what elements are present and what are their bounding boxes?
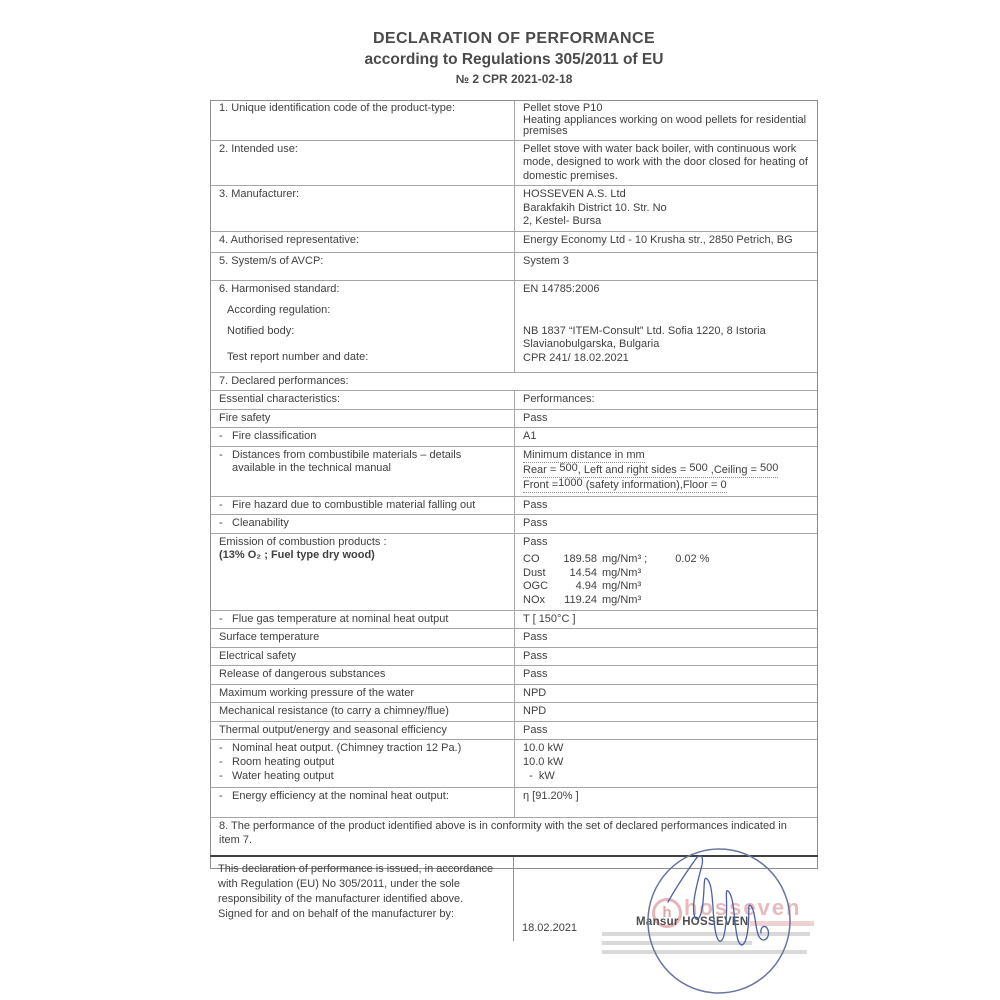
label-text: 1. Unique identification code of the product-type: <box>219 102 456 114</box>
footer-left-cell <box>210 857 514 941</box>
value-text: Pellet stove P10 <box>523 102 603 114</box>
value-text: Heating appliances working on wood pellets for residential premises <box>523 113 810 137</box>
value-text: HOSSEVEN A.S. Ltd <box>523 188 626 200</box>
row-label-cell <box>211 101 515 140</box>
row-value-cell <box>515 740 817 787</box>
dash-mark: - <box>219 790 223 802</box>
emission-row <box>523 594 809 608</box>
value-text: Front =1000 (safety information),Floor = 0 <box>523 476 727 491</box>
label-text: Notified body: <box>227 324 295 337</box>
hosseven-logo-icon: h <box>652 898 682 928</box>
row-label-cell <box>211 391 515 409</box>
value-text: T [ 150°C ] <box>523 612 576 625</box>
label-text: Mechanical resistance (to carry a chimney/flue) <box>219 705 449 717</box>
pollutant-name: Dust <box>523 566 546 579</box>
value-text: Rear = 500, Left and right sides = 500 ,Ceiling = 500 <box>523 461 779 476</box>
dash-mark: - <box>219 742 223 754</box>
label-text: Fire classification <box>232 430 317 442</box>
table-row <box>211 648 817 667</box>
row-label-cell <box>211 722 515 740</box>
table-row <box>211 740 817 788</box>
pollutant-name: NOx <box>523 593 545 606</box>
pollutant-unit: mg/Nm³ <box>602 566 642 579</box>
dash-mark: - <box>219 430 223 442</box>
value-text: Barakfakih District 10. Str. No <box>523 201 667 214</box>
row-value-cell <box>515 101 817 140</box>
dash-mark: - <box>219 756 223 768</box>
row-value-cell <box>515 534 817 610</box>
row-value-cell <box>515 497 817 515</box>
label-lines <box>232 790 506 815</box>
value-text: Pass <box>523 517 548 529</box>
value-text: CPR 241/ 18.02.2021 <box>523 351 629 364</box>
table-row <box>211 391 817 410</box>
dash-mark: - <box>219 612 223 625</box>
row-value-cell <box>515 232 817 252</box>
label-text: Electrical safety <box>219 649 297 662</box>
value-text: Pass <box>523 668 548 680</box>
row-label-cell <box>211 447 515 496</box>
emission-pass: Pass <box>523 535 548 548</box>
pollutant-value: 4.94 <box>575 580 597 592</box>
row-label-cell <box>211 788 515 817</box>
label-text: Surface temperature <box>219 631 320 643</box>
table-row <box>211 281 817 373</box>
table-row <box>211 428 817 447</box>
row-value-cell <box>515 666 817 684</box>
signature-stamp-area <box>600 840 830 1000</box>
row-label-cell <box>211 534 515 610</box>
dash-mark: - <box>219 448 223 461</box>
value-text: Pass <box>523 723 548 736</box>
label-text: 5. System/s of AVCP: <box>219 254 324 267</box>
pollutant-extra: 0.02 % <box>675 553 710 565</box>
row-value-cell <box>515 186 817 231</box>
value-text: NPD <box>523 686 547 699</box>
label-text <box>219 770 506 784</box>
signatory-name: Mansur HOSSEVEN <box>636 916 749 928</box>
row-label-cell <box>211 253 515 280</box>
issue-date: 18.02.2021 <box>522 922 578 934</box>
row-label-cell <box>211 281 515 372</box>
label-text: 4. Authorised representative: <box>219 233 360 246</box>
row-label-cell <box>211 611 515 629</box>
table-row <box>211 722 817 741</box>
table-row <box>211 497 817 516</box>
label-text: 6. Harmonised standard: <box>219 282 340 295</box>
row-label-cell <box>211 740 515 787</box>
dash-mark: - <box>219 498 223 511</box>
value-text <box>523 304 809 325</box>
value-text: Performances: <box>523 393 595 405</box>
row-value-cell <box>515 281 817 372</box>
label-text: According regulation: <box>227 303 331 316</box>
emission-row <box>523 580 809 594</box>
row-value-cell <box>515 391 817 409</box>
label-text: 3. Manufacturer: <box>219 188 300 200</box>
label-lines <box>232 613 506 627</box>
label-text: Release of dangerous substances <box>219 668 386 680</box>
label-text: Test report number and date: <box>227 350 369 363</box>
value-text: Minimum distance in mm <box>523 448 645 461</box>
row-label-cell <box>211 685 515 703</box>
label-text: Maximum working pressure of the water <box>219 686 415 699</box>
value-text: Pass <box>523 411 548 424</box>
label-text: Flue gas temperature at nominal heat output <box>232 612 449 625</box>
pollutant-unit: mg/Nm³ ; <box>602 553 648 565</box>
row-value-cell <box>515 141 817 186</box>
value-text: 2, Kestel- Bursa <box>523 215 602 227</box>
row-value-cell <box>515 253 817 280</box>
table-row <box>211 232 817 253</box>
emission-row <box>523 567 809 581</box>
label-text: Emission of combustion products : <box>219 535 387 548</box>
row-label-cell <box>211 703 515 721</box>
value-text: 10.0 kW <box>523 756 564 768</box>
dash-mark: - <box>219 517 223 529</box>
label-lines <box>232 517 506 531</box>
table-row <box>211 611 817 630</box>
label-text: Water heating output <box>232 770 334 782</box>
pollutant-value: 119.24 <box>564 593 597 606</box>
pollutant-value: 189.58 <box>563 553 597 565</box>
label-text: (13% O₂ ; Fuel type dry wood) <box>219 549 375 561</box>
pollutant-name: OGC <box>523 580 549 592</box>
row-value-cell <box>515 629 817 647</box>
page-subtitle: according to Regulations 305/2011 of EU <box>364 51 664 68</box>
row-label-cell <box>211 410 515 428</box>
row-span-cell <box>211 373 817 391</box>
label-text: 7. Declared performances: <box>219 374 349 387</box>
label-text <box>219 742 506 756</box>
row-label-cell <box>211 141 515 186</box>
table-row <box>211 186 817 232</box>
label-text: Fire hazard due to combustible material falling out <box>232 498 476 511</box>
value-text: A1 <box>523 430 537 442</box>
emission-table <box>523 553 809 607</box>
brand-wordmark: hosseven <box>684 895 802 920</box>
row-label-cell <box>211 515 515 533</box>
row-value-cell <box>515 447 817 496</box>
performance-table <box>210 100 818 869</box>
table-row <box>211 101 817 141</box>
table-row <box>211 629 817 648</box>
row-value-cell <box>515 410 817 428</box>
row-value-cell <box>515 648 817 666</box>
label-lines <box>232 499 506 513</box>
row-label-cell <box>211 648 515 666</box>
table-row <box>211 373 817 392</box>
label-lines <box>232 449 506 494</box>
pollutant-unit: mg/Nm³ <box>602 580 642 592</box>
table-row <box>211 141 817 187</box>
document-header <box>210 30 818 86</box>
value-text: Energy Economy Ltd - 10 Krusha str., 2850 Petrich, BG <box>523 233 793 246</box>
label-text: 2. Intended use: <box>219 142 298 155</box>
signature-ink-icon <box>600 840 830 1000</box>
value-text: Pass <box>523 649 548 662</box>
table-row <box>211 685 817 704</box>
label-text: Fire safety <box>219 411 271 424</box>
row-label-cell <box>211 666 515 684</box>
row-label-cell <box>211 428 515 446</box>
label-text: Distances from combustibile materials – details available in the technical manual <box>232 448 465 474</box>
emission-row <box>523 553 809 567</box>
label-text: Essential characteristics: <box>219 393 341 405</box>
value-text: η [91.20% ] <box>523 790 579 802</box>
label-text: 8. The performance of the product identified above is in conformity with the set of declared performances indicated in item 7. <box>219 820 790 846</box>
label-lines <box>232 430 506 444</box>
table-row <box>211 703 817 722</box>
value-text: - kW <box>523 770 555 782</box>
label-text <box>219 756 506 770</box>
label-text: Thermal output/energy and seasonal efficiency <box>219 723 447 736</box>
table-row <box>211 410 817 429</box>
label-text: Room heating output <box>232 756 335 768</box>
pollutant-name: CO <box>523 553 540 565</box>
pollutant-value: 14.54 <box>569 566 597 579</box>
table-row <box>211 666 817 685</box>
page-title: DECLARATION OF PERFORMANCE <box>372 30 656 47</box>
label-text: Cleanability <box>232 517 289 529</box>
value-text: EN 14785:2006 <box>523 282 600 295</box>
row-value-cell <box>515 722 817 740</box>
row-value-cell <box>515 685 817 703</box>
row-label-cell <box>211 232 515 252</box>
value-text: Pass <box>523 498 548 511</box>
declaration-text: This declaration of performance is issued, in accordance with Regulation (EU) No 305/2011, under the sole responsibility of the manufacturer identified above. <box>218 863 494 905</box>
doc-number: № 2 CPR 2021-02-18 <box>455 72 573 86</box>
table-row <box>211 447 817 497</box>
label-text: Nominal heat output. (Chimney traction 12 Pa.) <box>232 742 462 754</box>
value-text: System 3 <box>523 254 569 267</box>
row-label-cell <box>211 629 515 647</box>
value-text: Pass <box>523 631 548 643</box>
label-text: Energy efficiency at the nominal heat output: <box>232 790 449 802</box>
row-value-cell <box>515 703 817 721</box>
row-value-cell <box>515 611 817 629</box>
table-row <box>211 515 817 534</box>
value-text: 10.0 kW <box>523 742 564 754</box>
value-text: Pellet stove with water back boiler, with continuous work mode, designed to work with the door closed for heating of domestic premises. <box>523 142 812 182</box>
row-value-cell <box>515 515 817 533</box>
row-value-cell <box>515 788 817 817</box>
pollutant-unit: mg/Nm³ <box>602 593 642 606</box>
table-row <box>211 788 817 818</box>
dash-mark: - <box>219 770 223 782</box>
row-label-cell <box>211 186 515 231</box>
table-row <box>211 253 817 281</box>
table-row <box>211 534 817 611</box>
row-label-cell <box>211 497 515 515</box>
value-text: NPD <box>523 705 547 717</box>
row-value-cell <box>515 428 817 446</box>
value-text: NB 1837 “ITEM-Consult” Ltd. Sofia 1220, 8 Istoria Slavianobulgarska, Bulgaria <box>523 324 769 350</box>
signed-by-label: Signed for and on behalf of the manufacturer by: <box>218 908 455 920</box>
